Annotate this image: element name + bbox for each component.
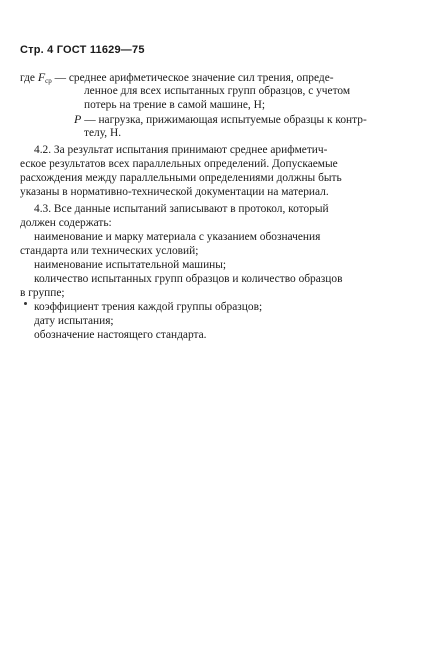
definition-prefix: где [20,72,35,84]
margin-dot [24,302,27,305]
protocol-item-standard: обозначение настоящего стандарта. [34,329,207,341]
clause-4-2-line-4: указаны в нормативно-технической документации на материал. [20,186,329,198]
definition-f-text: — среднее арифметическое значение сил трения, опреде- [54,72,334,84]
symbol-f: $F_{ср}$ [37,70,52,85]
definition-p-line [74,112,367,127]
protocol-item-friction: коэффициент трения каждой группы образцов; [34,301,263,313]
protocol-item-material-cont: стандарта или технических условий; [20,245,199,257]
symbol-p: P [74,112,82,126]
clause-4-3-line-1: 4.3. Все данные испытаний записывают в протокол, который [34,203,329,215]
definition-f-continuation-1: ленное для всех испытанных групп образцов, с учетом [84,85,351,97]
protocol-item-machine: наименование испытательной машины; [34,259,227,271]
definition-p-text: — нагрузка, прижимающая испытуемые образцы к контр- [84,114,367,126]
protocol-item-groups: количество испытанных групп образцов и количество образцов [34,273,343,285]
clause-4-3-line-2: должен содержать: [20,217,112,229]
definition-p-continuation: телу, Н. [84,127,122,139]
definition-f-continuation-2: потерь на трение в самой машине, Н; [84,99,265,111]
protocol-item-material: наименование и марку материала с указанием обозначения [34,231,321,243]
protocol-item-date: дату испытания; [34,315,114,327]
clause-4-2-line-3: расхождения между параллельными определениями должны быть [20,172,342,184]
page-header: Стр. 4 ГОСТ 11629—75 [20,44,145,56]
clause-4-2-line-1: 4.2. За результат испытания принимают среднее арифметич- [34,144,328,156]
clause-4-2-line-2: еское результатов всех параллельных определений. Допускаемые [20,158,338,170]
protocol-item-groups-cont: в группе; [20,287,65,299]
